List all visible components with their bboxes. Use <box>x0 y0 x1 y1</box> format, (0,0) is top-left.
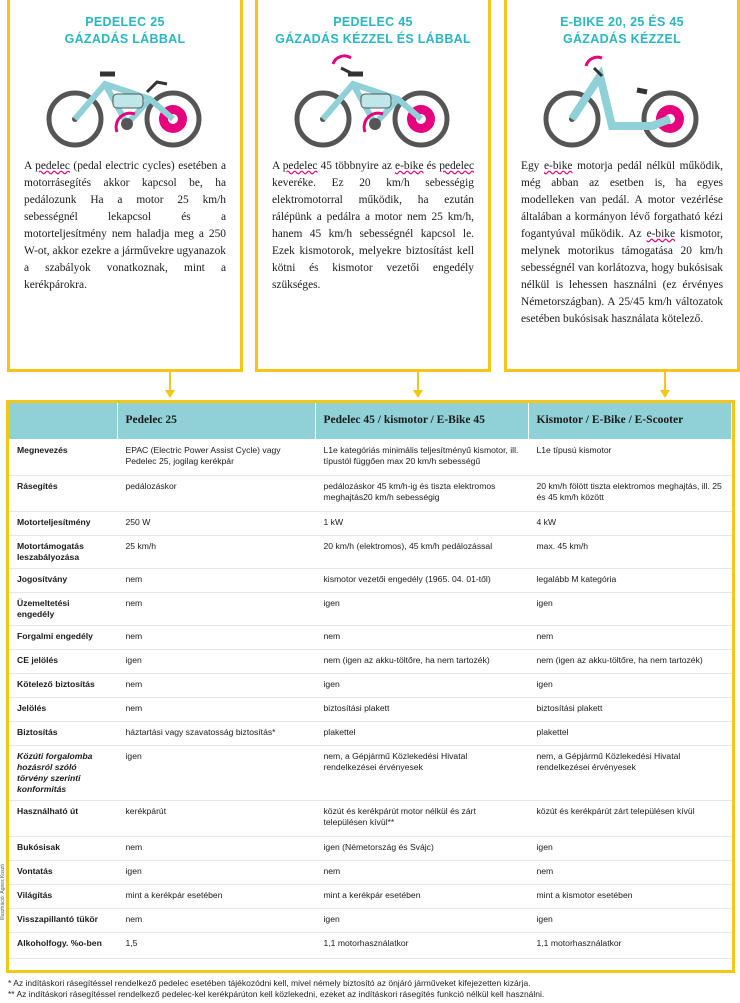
table-row <box>9 836 732 860</box>
row-label: Forgalmi engedély <box>9 625 117 649</box>
table-row <box>9 439 732 475</box>
row-label: Üzemeltetési engedély <box>9 592 117 625</box>
card-text <box>258 158 488 294</box>
card-pedelec-25 <box>7 0 243 372</box>
card-text-part: pedelec <box>439 160 474 172</box>
table-cell: 20 km/h (elektromos), 45 km/h pedálozással <box>315 535 528 568</box>
table-row <box>9 592 732 625</box>
table-cell: mint a kerékpár esetében <box>315 884 528 908</box>
table-row <box>9 673 732 697</box>
card-title-line1: E-BIKE 20, 25 ÉS 45 <box>560 15 684 29</box>
table-cell: legalább M kategória <box>528 568 732 592</box>
table-cell: nem (igen az akku-töltőre, ha nem tartozék) <box>528 649 732 673</box>
table-cell: pedálozáskor 45 km/h-ig és tiszta elektromos meghajtás20 km/h sebességig <box>315 475 528 511</box>
card-text-part: keveréke. Ez 20 km/h sebességig elektromotorral működik, ha ezután rálépünk a pedálra a motor nem 25 km/h, hanem 45 km/h sebességnél kapcsol le. Ezek kismotorok, melyekre biztosítást kell kötni és kismotor vezetői engedély szükséges. <box>272 177 474 291</box>
row-label: Biztosítás <box>9 721 117 745</box>
table-cell: nem <box>117 697 315 721</box>
table-cell: biztosítási plakett <box>315 697 528 721</box>
arrow-down-icon <box>660 390 670 398</box>
card-text-part: e-bike <box>544 160 573 172</box>
card-text-part: (pedal electric cycles) esetében a motorrásegítés akkor kapcsol be, ha pedálozunk Ha a motor 25 km/h sebességnél lekapcsol és a motorteljesítmény nem haladja meg a 250 W-ot, akkor ezekre a járművekre ugyanazok a szabályok vonatkoznak, mint a kerékpárokra. <box>24 160 226 291</box>
card-title <box>258 14 488 48</box>
table-header-empty <box>9 403 117 439</box>
row-label: Alkoholfogy. %o-ben <box>9 932 117 958</box>
table-cell: igen <box>528 908 732 932</box>
card-text-part: pedelec <box>282 160 318 172</box>
table-cell: 4 kW <box>528 511 732 535</box>
table-cell: közút és kerékpárút zárt településen kívül <box>528 800 732 836</box>
table-cell: max. 45 km/h <box>528 535 732 568</box>
table-header-pedelec-45: Pedelec 45 / kismotor / E-Bike 45 <box>315 403 528 439</box>
table-cell: nem <box>117 673 315 697</box>
table-cell: 1 kW <box>315 511 528 535</box>
card-text-part: A <box>24 160 36 172</box>
table-header-row <box>9 403 732 439</box>
table-cell: nem <box>528 625 732 649</box>
table-cell: igen <box>528 592 732 625</box>
table-cell: nem, a Gépjármű Közlekedési Hivatal rendelkezései érvényesek <box>528 745 732 800</box>
table-row <box>9 800 732 836</box>
table-row <box>9 625 732 649</box>
table-cell: igen <box>315 592 528 625</box>
table-cell: nem <box>315 625 528 649</box>
table-row <box>9 511 732 535</box>
row-label: Motortámogatás leszabályozása <box>9 535 117 568</box>
card-title-line1: PEDELEC 25 <box>85 15 165 29</box>
table-row <box>9 884 732 908</box>
illustration-credit: Illusztráció: Ágnes Koszó <box>0 864 6 920</box>
row-label: Vontatás <box>9 860 117 884</box>
card-title-line2: GÁZADÁS KÉZZEL <box>562 32 682 46</box>
row-label: Jelölés <box>9 697 117 721</box>
table-header-kismotor: Kismotor / E-Bike / E-Scooter <box>528 403 732 439</box>
table-cell: nem <box>117 836 315 860</box>
table-row <box>9 568 732 592</box>
card-text-part: A <box>272 160 283 172</box>
row-label: Rásegítés <box>9 475 117 511</box>
footnotes <box>8 978 736 1000</box>
table-cell: 1,5 <box>117 932 315 958</box>
table-row <box>9 745 732 800</box>
table-cell: nem <box>117 568 315 592</box>
e-bike-icon <box>542 54 702 154</box>
card-text-part: kismotor, melynek motorikus támogatása 20 km/h sebességnél van korlátozva, hogy bukósisak nélkül is lehessen használni (ez érvényes Németországban). A 25/45 km/h változatok esetében bukósisak használata kötelező. <box>521 228 723 325</box>
table-cell: 1,1 motorhasználatkor <box>528 932 732 958</box>
table-row <box>9 908 732 932</box>
card-e-bike <box>504 0 740 372</box>
row-label: Bukósisak <box>9 836 117 860</box>
footnote-1: * Az indításkori rásegítéssel rendelkező pedelec esetében tájékozódni kell, mivel némely biztosító az önjáró járműveket kifejezetten kizárja. <box>8 978 531 988</box>
table-cell: 250 W <box>117 511 315 535</box>
row-label: Használható út <box>9 800 117 836</box>
table-cell: közút és kerékpárút motor nélkül és zárt településen kívül** <box>315 800 528 836</box>
comparison-table <box>9 403 732 959</box>
table-cell: nem <box>315 860 528 884</box>
card-text-part: pedelec <box>35 160 70 172</box>
table-cell: igen <box>315 908 528 932</box>
card-text-part: és <box>423 160 440 172</box>
card-text-part: Egy <box>521 160 544 172</box>
table-row <box>9 721 732 745</box>
table-row <box>9 860 732 884</box>
table-cell: igen <box>528 836 732 860</box>
card-text <box>507 158 737 328</box>
card-title-line2: GÁZADÁS LÁBBAL <box>64 32 186 46</box>
table-cell: igen <box>528 673 732 697</box>
table-cell: igen (Németország és Svájc) <box>315 836 528 860</box>
row-label: Megnevezés <box>9 439 117 475</box>
table-cell: biztosítási plakett <box>528 697 732 721</box>
arrow-down-icon <box>165 390 175 398</box>
comparison-table-frame <box>6 400 735 973</box>
table-row <box>9 649 732 673</box>
table-cell: L1e típusú kismotor <box>528 439 732 475</box>
table-cell: pedálozáskor <box>117 475 315 511</box>
table-cell: mint a kerékpár esetében <box>117 884 315 908</box>
table-row <box>9 932 732 958</box>
row-label: Visszapillantó tükör <box>9 908 117 932</box>
card-pedelec-45 <box>255 0 491 372</box>
row-label: Motorteljesítmény <box>9 511 117 535</box>
table-cell: igen <box>117 860 315 884</box>
table-cell: plakettel <box>528 721 732 745</box>
card-title <box>10 14 240 48</box>
row-label: CE jelölés <box>9 649 117 673</box>
table-cell: 25 km/h <box>117 535 315 568</box>
table-header-pedelec-25: Pedelec 25 <box>117 403 315 439</box>
table-cell: kerékpárút <box>117 800 315 836</box>
card-text <box>10 158 240 294</box>
table-row <box>9 475 732 511</box>
table-cell: mint a kismotor esetében <box>528 884 732 908</box>
pedelec-45-bike-icon <box>293 54 453 154</box>
table-cell: EPAC (Electric Power Assist Cycle) vagy Pedelec 25, jogilag kerékpár <box>117 439 315 475</box>
table-cell: plakettel <box>315 721 528 745</box>
table-cell: nem, a Gépjármű Közlekedési Hivatal rendelkezései érvényesek <box>315 745 528 800</box>
table-cell: 1,1 motorhasználatkor <box>315 932 528 958</box>
row-label: Jogosítvány <box>9 568 117 592</box>
arrow-down-icon <box>413 390 423 398</box>
table-cell: nem <box>117 625 315 649</box>
table-cell: kismotor vezetői engedély (1965. 04. 01-től) <box>315 568 528 592</box>
card-text-part: 45 többnyire az <box>317 160 396 172</box>
row-label: Kötelező biztosítás <box>9 673 117 697</box>
pedelec-bike-icon <box>45 54 205 154</box>
table-cell: L1e kategóriás minimális teljesítményű kismotor, ill. típustól függően max 20 km/h sebességű <box>315 439 528 475</box>
table-cell: háztartási vagy szavatosság biztosítás* <box>117 721 315 745</box>
table-body <box>9 439 732 958</box>
table-cell: nem <box>117 908 315 932</box>
table-row <box>9 697 732 721</box>
footnote-2: ** Az indításkori rásegítéssel rendelkező pedelec-kel kerékpárúton kell közlekedni, ezeket az indításkori rásegítés funkció nélkül kell használni. <box>8 989 545 999</box>
row-label: Világítás <box>9 884 117 908</box>
table-cell: nem (igen az akku-töltőre, ha nem tartozék) <box>315 649 528 673</box>
table-cell: nem <box>117 592 315 625</box>
card-text-part: motorja pedál nélkül működik, még abban az esetben is, ha egyes modelleken van pedál. A motor vezérlése általában a kormányon lévő forgatható kézi fogantyúval működik. Az <box>521 160 723 240</box>
card-title-line1: PEDELEC 45 <box>333 15 413 29</box>
table-cell: igen <box>315 673 528 697</box>
card-title <box>507 14 737 48</box>
table-cell: 20 km/h fölött tiszta elektromos meghajtás, ill. 25 és 45 km/h között <box>528 475 732 511</box>
card-text-part: e-bike <box>395 160 424 172</box>
card-text-part: e-bike <box>646 228 676 240</box>
table-cell: igen <box>117 745 315 800</box>
card-title-line2: GÁZADÁS KÉZZEL ÉS LÁBBAL <box>275 32 471 46</box>
table-cell: igen <box>117 649 315 673</box>
table-cell: nem <box>528 860 732 884</box>
table-row <box>9 535 732 568</box>
row-label: Közúti forgalomba hozásról szóló törvény szerinti konformitás <box>9 745 117 800</box>
